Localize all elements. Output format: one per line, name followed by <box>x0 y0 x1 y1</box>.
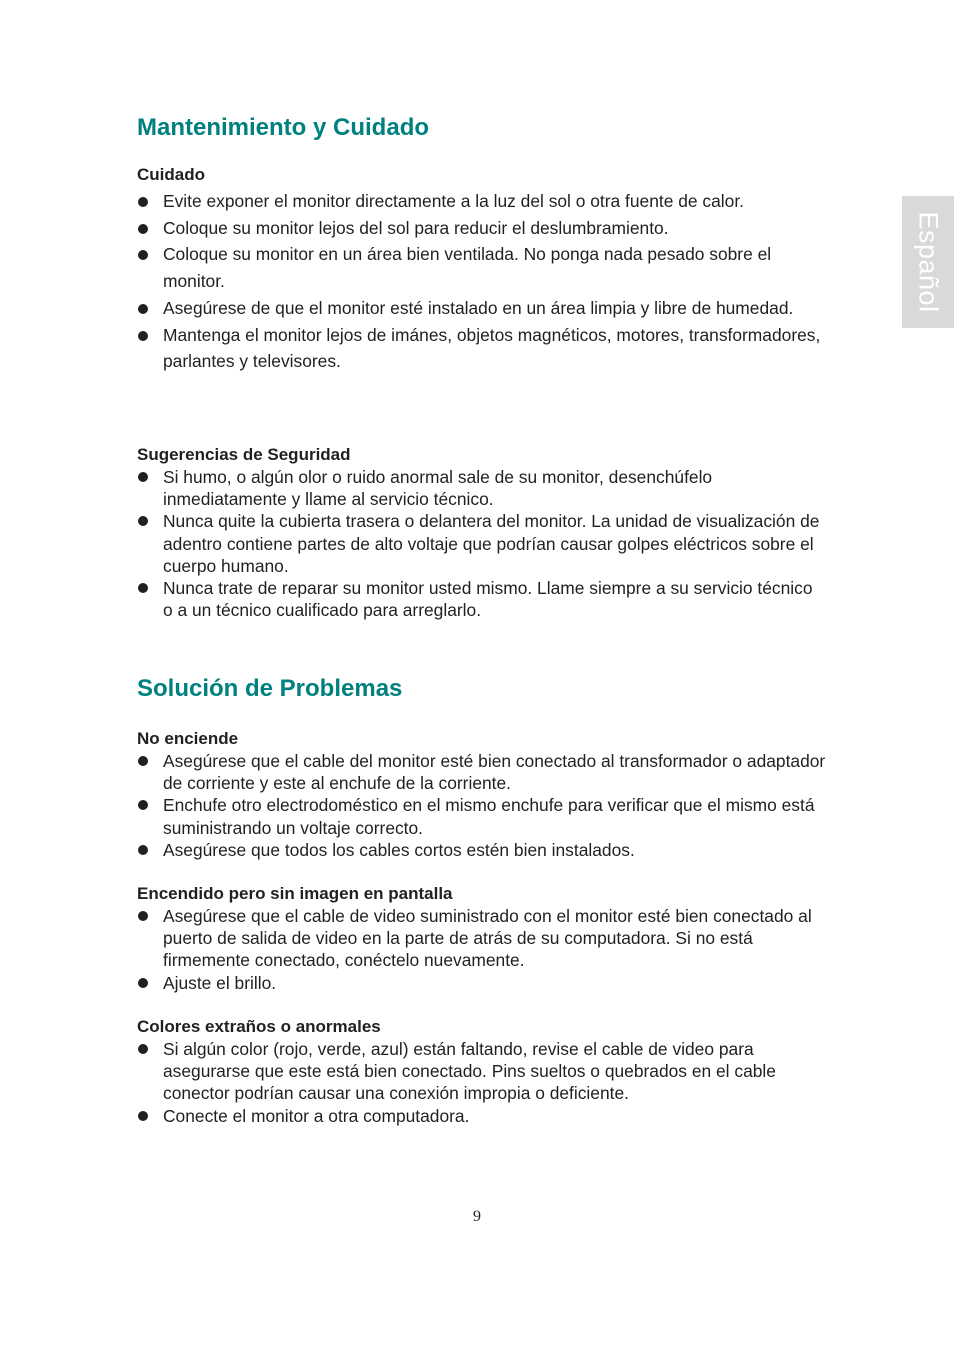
bullet-icon <box>138 472 148 482</box>
list-item: Coloque su monitor lejos del sol para reducir el deslumbramiento. <box>137 215 827 242</box>
bullet-icon <box>138 800 148 810</box>
bullet-icon <box>138 978 148 988</box>
section-title-maintenance: Mantenimiento y Cuidado <box>137 114 430 141</box>
list-item: Coloque su monitor en un área bien ventilada. No ponga nada pesado sobre el monitor. <box>137 241 827 294</box>
list-item: Mantenga el monitor lejos de imánes, objetos magnéticos, motores, transformadores, parlantes y televisores. <box>137 322 827 375</box>
bullet-icon <box>138 1044 148 1054</box>
subheading-care: Cuidado <box>137 165 205 184</box>
bullet-icon <box>138 197 148 207</box>
list-item: Evite exponer el monitor directamente a la luz del sol o otra fuente de calor. <box>137 188 827 215</box>
language-side-tab <box>902 196 954 328</box>
bullet-icon <box>138 583 148 593</box>
page-number: 9 <box>473 1208 481 1225</box>
list-item: Enchufe otro electrodoméstico en el mismo enchufe para verificar que el mismo está suministrando un voltaje correcto. <box>137 794 827 838</box>
list-item: Asegúrese que el cable de video suministrado con el monitor esté bien conectado al puerto de salida de video en la parte de atrás de su computadora. Si no está firmemente conectado, conéctelo nuevamente. <box>137 905 827 972</box>
bullet-icon <box>138 224 148 234</box>
list-item: Asegúrese de que el monitor esté instalado en un área limpia y libre de humedad. <box>137 295 827 322</box>
safety-list <box>137 466 827 621</box>
list-item: Si humo, o algún olor o ruido anormal sale de su monitor, desenchúfelo inmediatamente y llame al servicio técnico. <box>137 466 827 510</box>
bullet-icon <box>138 250 148 260</box>
list-item: Nunca quite la cubierta trasera o delantera del monitor. La unidad de visualización de adentro contiene partes de alto voltaje que podrían causar golpes eléctricos sobre el cuerpo humano. <box>137 510 827 577</box>
subheading-no-power: No enciende <box>137 729 239 748</box>
list-item: Si algún color (rojo, verde, azul) están faltando, revise el cable de video para asegurarse que este está bien conectado. Pins sueltos o quebrados en el cable conector podrían causar una conexión impropia o deficiente. <box>137 1038 827 1105</box>
bullet-icon <box>138 756 148 766</box>
no-power-list <box>137 750 827 861</box>
list-item: Conecte el monitor a otra computadora. <box>137 1105 827 1127</box>
care-list <box>137 188 827 375</box>
subheading-colors: Colores extraños o anormales <box>137 1017 381 1036</box>
bullet-icon <box>138 1111 148 1121</box>
list-item: Asegúrese que el cable del monitor esté bien conectado al transformador o adaptador de corriente y este al enchufe de la corriente. <box>137 750 827 794</box>
section-title-troubleshooting: Solución de Problemas <box>137 675 403 702</box>
colors-list <box>137 1038 827 1127</box>
list-item: Nunca trate de reparar su monitor usted mismo. Llame siempre a su servicio técnico o a un técnico cualificado para arreglarlo. <box>137 577 827 621</box>
list-item: Ajuste el brillo. <box>137 972 827 994</box>
bullet-icon <box>138 516 148 526</box>
list-item: Asegúrese que todos los cables cortos estén bien instalados. <box>137 839 827 861</box>
subheading-safety: Sugerencias de Seguridad <box>137 445 351 464</box>
bullet-icon <box>138 845 148 855</box>
language-side-tab-label: Español <box>913 211 944 313</box>
bullet-icon <box>138 304 148 314</box>
no-image-list <box>137 905 827 994</box>
subheading-no-image: Encendido pero sin imagen en pantalla <box>137 884 453 903</box>
bullet-icon <box>138 331 148 341</box>
bullet-icon <box>138 911 148 921</box>
